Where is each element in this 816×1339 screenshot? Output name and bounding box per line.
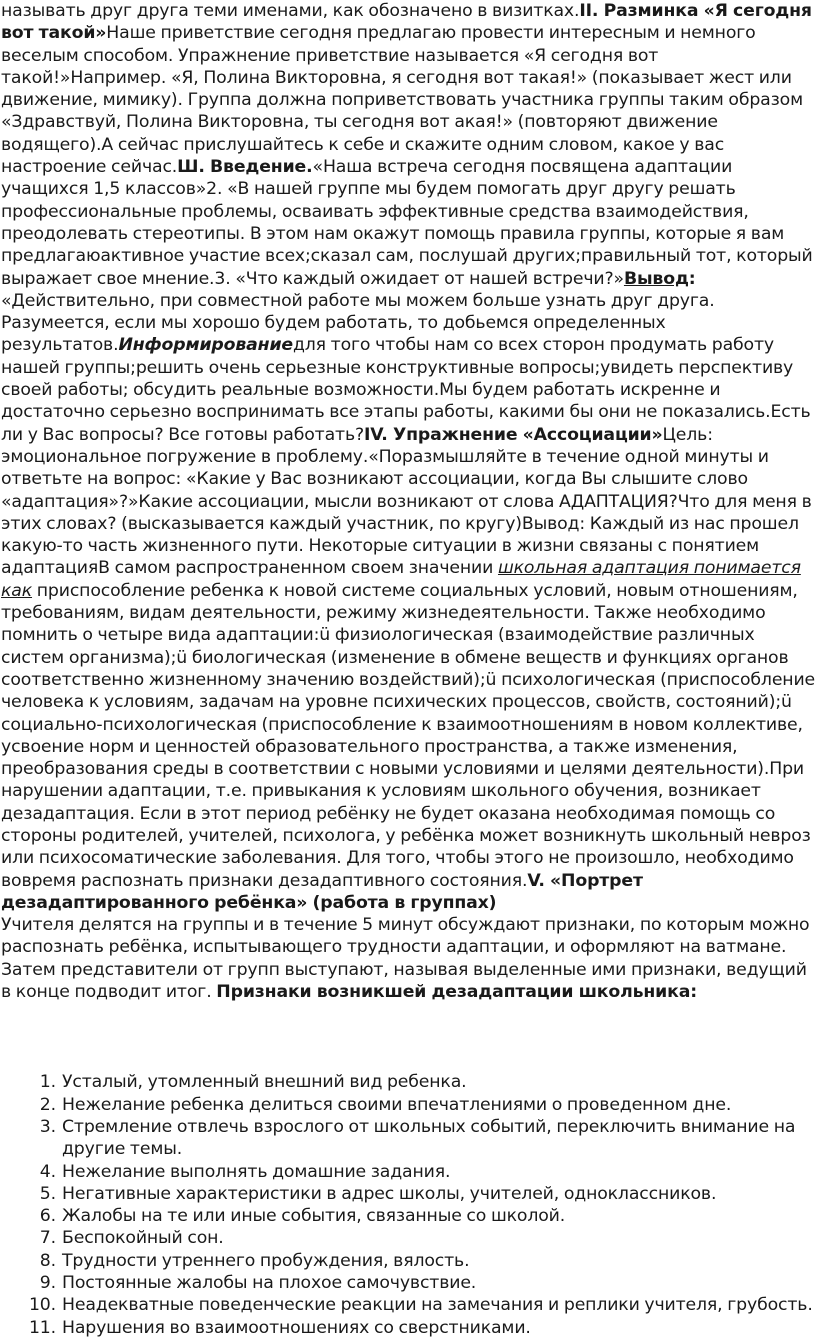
conclusion-text: «Действительно, при совместной работе мы можем больше узнать друг друга. Разумеется, если мы хорошо будем работать, то добьемся определенных результатов. bbox=[1, 290, 715, 356]
warmup-text: Наше приветствие сегодня предлагаю провести интересным и немного веселым способом. Упражнение приветствие называется «Я сегодня вот такой!»Например. «Я, Полина Викторовна, я сегодня вот такая!» (показывает жест или движение, мимику). Группа должна поприветствовать участника группы таким образом «Здравствуй, Полина Викторовна, ты сегодня вот акая!» (повторяют движение водящего).А сейчас прислушайтесь к себе и скажите одним словом, какое у вас настроение сейчас. bbox=[1, 23, 803, 178]
list-item bbox=[39, 1205, 816, 1227]
list-item-text: Жалобы на те или иные события, связанные со школой. bbox=[62, 1206, 566, 1227]
signs-heading: Признаки возникшей дезадаптации школьника: bbox=[216, 982, 697, 1003]
signs-list bbox=[0, 1071, 816, 1339]
list-item-text: Трудности утреннего пробуждения, вялость. bbox=[62, 1250, 470, 1271]
associations-text: Цель: эмоциональное погружение в проблему.«Поразмышляйте в течение одной минуты и ответьте на вопрос: «Какие у Вас возникают ассоциации, когда Вы слышите слово «адаптация»?»Какие ассоциации, мысли возникают от слова АДАПТАЦИЯ?Что для меня в этих словах? (высказывается каждый участник, по кругу)Вывод: Каждый из нас прошел какую-то часть жизненного пути. Некоторые ситуации в жизни связаны с понятием адаптацияВ самом распространенном своем значении bbox=[1, 424, 812, 579]
list-item-text: Постоянные жалобы на плохое самочувствие. bbox=[62, 1273, 477, 1294]
list-item-number: 3. bbox=[39, 1116, 56, 1137]
intro-text: называть друг друга теми именами, как обозначено в визитках. bbox=[1, 1, 580, 21]
adaptation-text: приспособление ребенка к новой системе социальных условий, новым отношениям, требованиям, видам деятельности, режиму жизнедеятельности. Также необходимо помнить о четыре вида адаптации:ü физиологическая (взаимодействие различных систем организма);ü биологическая (изменение в обмене веществ и функциях органов соответственно жизненному значению воздействий);ü психологическая (приспособление человека к условиям, задачам на уровне психических процессов, свойств, состояний);ü социально-психологическая (приспособление к взаимоотношениям в новом коллективе, усвоение норм и ценностей образовательного пространства, а также изменения, преобразования среды в соответствии с новыми условиями и целями деятельности).При нарушении адаптации, т.е. привыкания к условиям школьного обучения, возникает дезадаптация. Если в этот период ребёнку не будет оказана необходимая помощь со стороны родителей, учителей, психолога, у ребёнка может возникнуть школьный невроз или психосоматические заболевания. Для того, чтобы этого не произошло, необходимо вовремя распознать признаки дезадаптивного состояния. bbox=[1, 580, 816, 891]
list-item-number: 8. bbox=[39, 1250, 56, 1271]
informing-text: для того чтобы нам со всех сторон продумать работу нашей группы;решить очень серьезные конструктивные вопросы;увидеть перспективу своей работы; обсудить реальные возможности.Мы будем работать искренне и достаточно серьезно воспринимать все этапы работы, какими бы они не показались.Есть ли у Вас вопросы? Все готовы работать? bbox=[1, 335, 811, 445]
introduction-text: «Наша встреча сегодня посвящена адаптации учащихся 1,5 классов»2. «В нашей группе мы будем помогать друг другу решать профессиональные проблемы, осваивать эффективные средства взаимодействия, преодолевать стереотипы. В этом нам окажут помощь правила группы, которые я вам предлагаюактивное участие всех;сказал сам, послушай других;правильный тот, который выражает свое мнение.3. «Что каждый ожидает от нашей встречи?» bbox=[1, 157, 813, 289]
list-item-number: 7. bbox=[39, 1228, 56, 1249]
list-item-number: 10. bbox=[28, 1295, 56, 1316]
list-item-text: Нарушения во взаимоотношениях со сверстниками. bbox=[62, 1317, 531, 1338]
list-item bbox=[39, 1071, 816, 1093]
list-item-text: Нежелание выполнять домашние задания. bbox=[62, 1161, 451, 1182]
list-item-number: 5. bbox=[39, 1183, 56, 1204]
adaptation-definition-emphasis: школьная адаптация понимается как bbox=[1, 558, 801, 601]
list-item-number: 9. bbox=[39, 1273, 56, 1294]
list-item bbox=[39, 1094, 816, 1116]
list-item-number: 2. bbox=[39, 1094, 56, 1115]
section-heading-portrait: V. «Портрет дезадаптированного ребёнка» (работа в группах) bbox=[1, 870, 643, 913]
list-item bbox=[28, 1294, 816, 1316]
portrait-text: Учителя делятся на группы и в течение 5 минут обсуждают признаки, по которым можно распознать ребёнка, испытывающего трудности адаптации, и оформляют на ватмане. Затем представители от групп выступают, называя выделенные ими признаки, ведущий в конце подводит итог. bbox=[1, 915, 810, 1003]
list-item bbox=[39, 1227, 816, 1249]
list-item bbox=[39, 1183, 816, 1205]
section-heading-associations: IV. Упражнение «Ассоциации» bbox=[364, 424, 663, 445]
list-item bbox=[39, 1161, 816, 1183]
list-item-text: Неадекватные поведенческие реакции на замечания и реплики учителя, грубость. bbox=[62, 1295, 813, 1316]
list-item-text: Негативные характеристики в адрес школы, учителей, одноклассников. bbox=[62, 1183, 717, 1204]
list-item-number: 4. bbox=[39, 1161, 56, 1182]
list-item-text: Беспокойный сон. bbox=[62, 1228, 224, 1249]
list-item bbox=[28, 1317, 816, 1339]
list-item-text: Стремление отвлечь взрослого от школьных событий, переключить внимание на другие темы. bbox=[62, 1116, 796, 1160]
conclusion-label: Вывод bbox=[623, 268, 689, 289]
informing-label: Информирование bbox=[118, 335, 293, 356]
list-item-text: Усталый, утомленный внешний вид ребенка. bbox=[62, 1072, 467, 1093]
list-item bbox=[39, 1116, 816, 1161]
list-item-number: 1. bbox=[39, 1072, 56, 1093]
section-heading-introduction: Ш. Введение. bbox=[177, 157, 313, 178]
section-heading-warmup: II. Разминка «Я сегодня вот такой» bbox=[1, 1, 812, 44]
list-item bbox=[39, 1272, 816, 1294]
conclusion-colon: : bbox=[688, 268, 696, 289]
spacer bbox=[0, 1003, 816, 1071]
list-item-number: 11. bbox=[28, 1317, 56, 1338]
list-item-text: Нежелание ребенка делиться своими впечатлениями о проведенном дне. bbox=[62, 1094, 732, 1115]
list-item bbox=[39, 1250, 816, 1272]
list-item-number: 6. bbox=[39, 1206, 56, 1227]
